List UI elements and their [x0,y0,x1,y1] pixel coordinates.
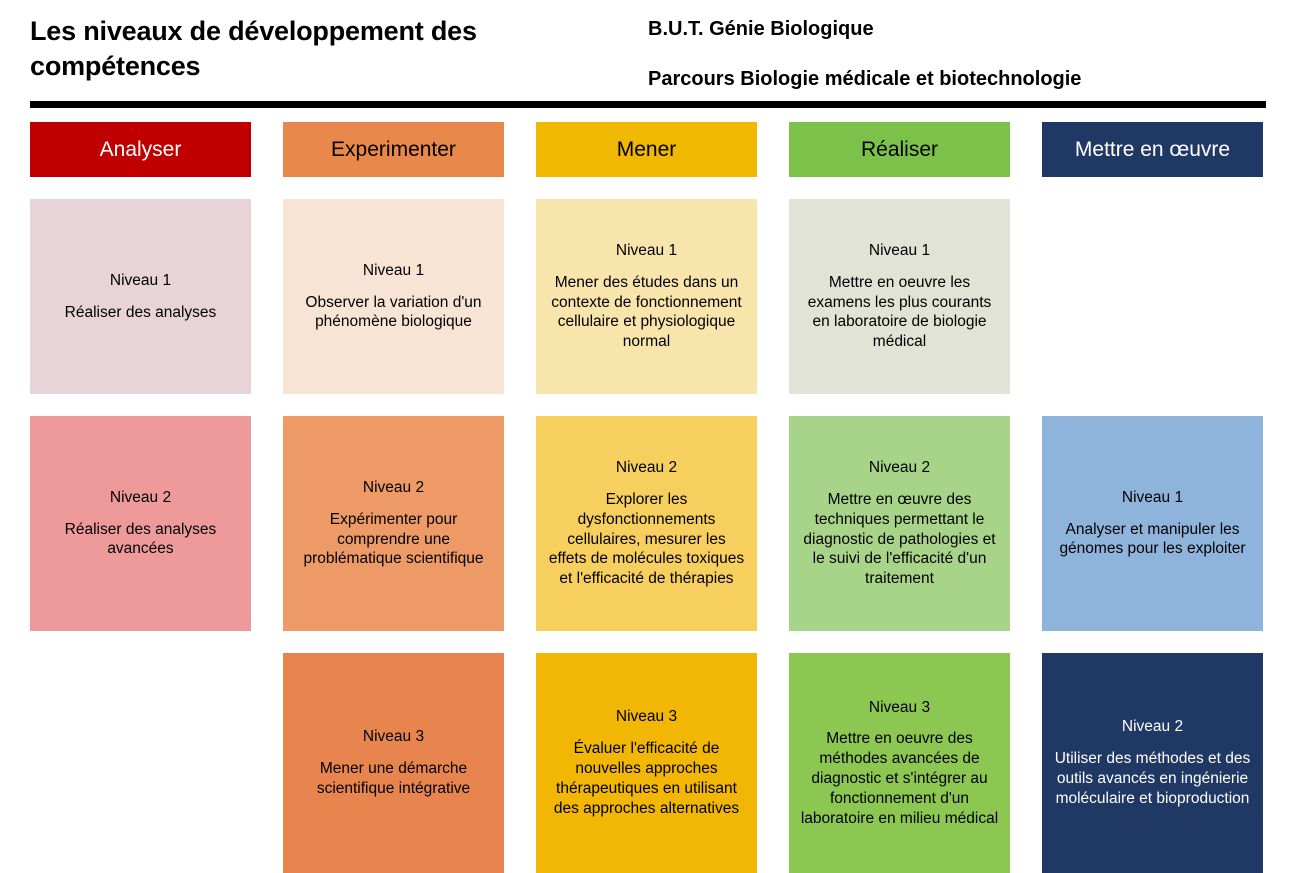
column-header-realiser [789,122,1010,177]
competency-cell [536,199,757,394]
level-description: Explorer les dysfonctionnements cellulaires, mesurer les effets de molécules toxiques et l'efficacité de thérapies [548,490,745,588]
competency-cell [789,653,1010,873]
column-header-label: Mettre en œuvre [1074,137,1231,161]
subtitle-program: B.U.T. Génie Biologique [648,18,874,40]
competency-cell [283,416,504,631]
competency-cell [1042,653,1263,873]
level-description: Réaliser des analyses [64,303,217,321]
level-label: Niveau 1 [362,261,425,279]
level-label: Niveau 1 [615,241,678,259]
level-label: Niveau 1 [868,241,931,259]
level-label: Niveau 3 [615,708,678,726]
title-block [30,14,630,83]
competency-grid [30,122,1266,873]
competency-cell [789,416,1010,631]
column-header-label: Réaliser [860,137,939,161]
level-description: Mettre en œuvre des techniques permettant le diagnostic de pathologies et le suivi de l'efficacité d'un traitement [803,490,996,588]
level-label: Niveau 2 [362,478,425,496]
level-description: Expérimenter pour comprendre une problématique scientifique [303,510,484,568]
header [0,0,1296,91]
level-description: Réaliser des analyses avancées [64,520,217,558]
competency-cell [30,199,251,394]
column-header-experimenter [283,122,504,177]
level-label: Niveau 3 [868,698,931,716]
competency-cell [1042,416,1263,631]
level-label: Niveau 2 [868,459,931,477]
column-header-label: Analyser [99,137,182,161]
level-description: Mener des études dans un contexte de fonctionnement cellulaire et physiologique normal [551,273,742,351]
competency-cell-empty [1042,199,1263,394]
competency-cell [789,199,1010,394]
level-label: Niveau 3 [362,728,425,746]
column-header-label: Mener [616,137,677,161]
header-divider [30,101,1266,108]
level-description: Mettre en oeuvre des méthodes avancées de diagnostic et s'intégrer au fonctionnement d'un laboratoire en milieu médical [800,730,999,827]
subtitle-block [630,14,1081,91]
level-description: Observer la variation d'un phénomène biologique [305,293,482,331]
page-title: Les niveaux de développement des compétences [30,16,477,81]
level-label: Niveau 1 [109,271,172,289]
level-description: Mener une démarche scientifique intégrative [316,760,471,797]
column-header-mener [536,122,757,177]
column-header-mettre-en-oeuvre [1042,122,1263,177]
column-header-analyser [30,122,251,177]
column-header-label: Experimenter [331,137,456,161]
level-description: Mettre en oeuvre les examens les plus courants en laboratoire de biologie médical [807,273,992,351]
competency-cell [536,416,757,631]
competency-cell [283,653,504,873]
level-label: Niveau 2 [1121,718,1184,736]
competency-cell-empty [30,653,251,873]
competency-cell [536,653,757,873]
level-label: Niveau 1 [1121,488,1184,506]
subtitle-track: Parcours Biologie médicale et biotechnologie [648,68,1082,90]
competency-cell [30,416,251,631]
competency-cell [283,199,504,394]
level-description: Utiliser des méthodes et des outils avancés en ingénierie moléculaire et bioproduction [1054,750,1251,807]
level-description: Évaluer l'efficacité de nouvelles approches thérapeutiques en utilisant des approches alternatives [553,740,740,817]
level-description: Analyser et manipuler les génomes pour les exploiter [1059,520,1246,558]
level-label: Niveau 2 [109,488,172,506]
level-label: Niveau 2 [615,459,678,477]
